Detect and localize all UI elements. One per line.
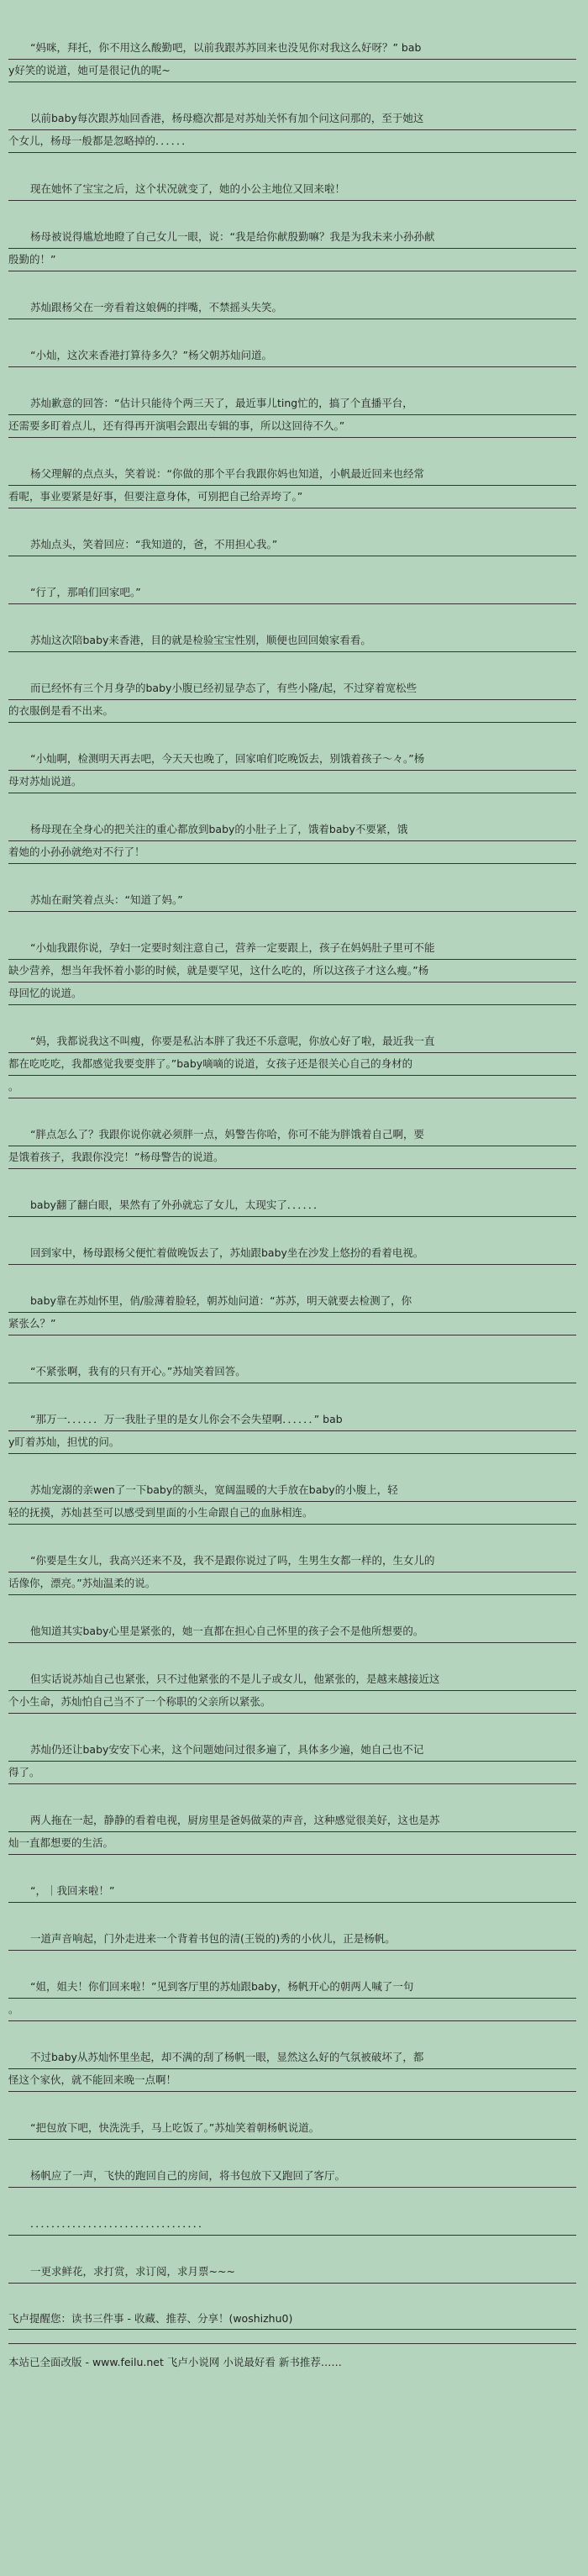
paragraph-line: “不紧张啊，我有的只有开心。”苏灿笑着回答。	[8, 1361, 576, 1383]
paragraph	[8, 392, 576, 438]
paragraph-line: “你要是生女儿，我高兴还来不及，我不是跟你说过了吗，生男生女都一样的，生女儿的	[8, 1550, 576, 1572]
paragraph-line: 殷勤的！”	[8, 249, 576, 271]
paragraph-line: 而已经怀有三个月身孕的baby小腹已经初显孕态了，有些小隆/起，不过穿着宽松些	[8, 677, 576, 700]
paragraph-line: y好笑的说道，她可是很记仇的呢~	[8, 60, 576, 82]
paragraph-line: “那万一．．．．．．万一我肚子里的是女儿你会不会失望啊．．．．．．” bab	[8, 1409, 576, 1431]
paragraph-line: 。	[8, 1999, 576, 2021]
paragraph-line: 的衣服倒是看不出来。	[8, 700, 576, 723]
paragraph-line: “妈，我都说我这不叫瘦，你要是私沾本胖了我还不乐意呢，你放心好了啦，最近我一直	[8, 1030, 576, 1053]
paragraph	[8, 2117, 576, 2140]
paragraph-line: y盯着苏灿，担忧的问。	[8, 1431, 576, 1454]
paragraph-line: 一道声音响起，门外走进来一个背着书包的清(王锐的)秀的小伙儿，正是杨帆。	[8, 1928, 576, 1951]
paragraph-line: 但实话说苏灿自己也紧张，只不过他紧张的不是儿子或女儿，他紧张的，是越来越接近这	[8, 1668, 576, 1691]
paragraph	[8, 630, 576, 652]
paragraph	[8, 2261, 576, 2284]
paragraph-line: 着她的小孙孙就绝对不行了！	[8, 841, 576, 864]
paragraph-line: 还需要多盯着点儿，还有得再开演唱会跟出专辑的事，所以这回待不久。”	[8, 415, 576, 438]
paragraph-line: 苏灿歉意的回答：“估计只能待个两三天了，最近事儿ting忙的，搞了个直播平台，	[8, 392, 576, 415]
paragraph-line: 苏灿仍还让baby安安下心来，这个问题她问过很多遍了，具体多少遍，她自己也不记	[8, 1739, 576, 1762]
paragraph-line: 以前baby每次跟苏灿回香港，杨母瘾次都是对苏灿关怀有加个问这问那的，至于她这	[8, 108, 576, 130]
paragraph-line: 是饿着孩子，我跟你没完！”杨母警告的说道。	[8, 1146, 576, 1169]
paragraph	[8, 1668, 576, 1714]
paragraph-line: 母对苏灿说道。	[8, 771, 576, 793]
paragraph	[8, 677, 576, 723]
paragraph-line: 个小生命，苏灿怕自己当不了一个称职的父亲所以紧张。	[8, 1691, 576, 1714]
paragraph-line: 他知道其实baby心里是紧张的，她一直都在担心自己怀里的孩子会不是他所想要的。	[8, 1620, 576, 1643]
paragraph-line: 个女儿，杨母一般都是忽略掉的．．．．．．	[8, 130, 576, 153]
paragraph	[8, 1194, 576, 1217]
paragraph-line: 一更求鲜花，求打赏，求订阅，求月票~~~	[8, 2261, 576, 2284]
paragraph-line: 不过baby从苏灿怀里坐起，却不满的刮了杨帆一眼，显然这么好的气氛被破坏了，都	[8, 2047, 576, 2069]
paragraph	[8, 819, 576, 864]
paragraph-line: “姐，姐夫！你们回来啦！”见到客厅里的苏灿跟baby，杨帆开心的朝两人喊了一句	[8, 1976, 576, 1999]
paragraph-line: “小灿啊，检测明天再去吧，今天天也晚了，回家咱们吃晚饭去，别饿着孩子～々。”杨	[8, 748, 576, 771]
paragraph-line: 都在吃吃吃，我都感觉我要变胖了。”baby嘀嘀的说道，女孩子还是很关心自己的身材的	[8, 1053, 576, 1076]
paragraph	[8, 1479, 576, 1525]
site-footer: 本站已全面改版 - www.feilu.net 飞卢小说网 小说最好看 新书推荐……	[8, 2343, 576, 2373]
paragraph	[8, 1928, 576, 1951]
paragraph	[8, 463, 576, 508]
paragraph-line: 。	[8, 1076, 576, 1098]
paragraph-line: 苏灿在耐笑着点头：“知道了妈。”	[8, 889, 576, 912]
paragraph-line: 杨帆应了一声，飞快的跑回自己的房间，将书包放下又跑回了客厅。	[8, 2165, 576, 2188]
paragraph-line: 灿一直都想要的生活。	[8, 1832, 576, 1855]
paragraph-line: 轻的抚摸，苏灿甚至可以感受到里面的小生命跟自己的血脉相连。	[8, 1502, 576, 1525]
paragraph-line: baby靠在苏灿怀里，俏/脸薄着脸轻，朝苏灿问道：“苏苏，明天就要去检测了，你	[8, 1290, 576, 1313]
paragraph	[8, 1976, 576, 2021]
paragraph	[8, 889, 576, 912]
paragraph	[8, 345, 576, 367]
paragraph	[8, 534, 576, 556]
paragraph	[8, 2047, 576, 2092]
paragraph	[8, 1409, 576, 1454]
paragraph	[8, 1030, 576, 1098]
reader-note: 飞卢提醒您：读书三件事 - 收藏、推荐、分享！(woshizhu0)	[8, 2309, 576, 2330]
paragraph-line: 紧张么？”	[8, 1313, 576, 1335]
paragraph	[8, 1242, 576, 1265]
paragraph-line: 母回忆的说道。	[8, 982, 576, 1005]
paragraph-line: 苏灿宠溺的亲wen了一下baby的额头，宽阔温暖的大手放在baby的小腹上，轻	[8, 1479, 576, 1502]
paragraph	[8, 1550, 576, 1595]
paragraph-line: “把包放下吧，快洗洗手，马上吃饭了。”苏灿笑着朝杨帆说道。	[8, 2117, 576, 2140]
paragraph-line: 得了。	[8, 1762, 576, 1784]
paragraph-line: 杨母现在全身心的把关注的重心都放到baby的小肚子上了，饿着baby不要紧，饿	[8, 819, 576, 841]
paragraph-line: “小灿，这次来香港打算待多久？”杨父朝苏灿问道。	[8, 345, 576, 367]
paragraph-line: “妈咪，拜托，你不用这么酸勤吧，以前我跟苏苏回来也没见你对我这么好呀？” bab	[8, 37, 576, 60]
paragraph	[8, 2213, 576, 2236]
paragraph	[8, 748, 576, 793]
paragraph	[8, 2165, 576, 2188]
paragraph	[8, 1361, 576, 1383]
paragraph-line: 杨母被说得尴尬地瞪了自己女儿一眼，说：“我是给你献殷勤嘛？我是为我未来小孙孙献	[8, 226, 576, 249]
paragraph-line: “，｜我回来啦！”	[8, 1880, 576, 1903]
paragraph-line: “胖点怎么了？我跟你说你就必须胖一点，妈警告你哈，你可不能为胖饿着自己啊，要	[8, 1124, 576, 1146]
paragraph	[8, 1880, 576, 1903]
paragraph	[8, 1124, 576, 1169]
paragraph	[8, 178, 576, 201]
paragraph-line: 苏灿点头，笑着回应：“我知道的，爸，不用担心我。”	[8, 534, 576, 556]
paragraph	[8, 1620, 576, 1643]
paragraph	[8, 582, 576, 604]
paragraph-line: “行了，那咱们回家吧。”	[8, 582, 576, 604]
paragraph-line: ．．．．．．．．．．．．．．．．．．．．．．．．．．．．．．．．．	[8, 2213, 576, 2236]
paragraph	[8, 1739, 576, 1784]
paragraph	[8, 226, 576, 271]
paragraph	[8, 297, 576, 319]
paragraph-line: 怪这个家伙，就不能回来晚一点啊！	[8, 2069, 576, 2092]
paragraph-line: 现在她怀了宝宝之后，这个状况就变了，她的小公主地位又回来啦！	[8, 178, 576, 201]
paragraph-line: 苏灿这次陪baby来香港，目的就是检验宝宝性别，顺便也回回娘家看看。	[8, 630, 576, 652]
paragraph	[8, 937, 576, 1005]
paragraph-line: 看呢，事业要紧是好事，但要注意身体，可别把自己给弄垮了。”	[8, 486, 576, 508]
paragraph-line: “小灿我跟你说，孕妇一定要时刻注意自己，营养一定要跟上，孩子在妈妈肚子里可不能	[8, 937, 576, 960]
paragraph-line: 话像你，漂亮。”苏灿温柔的说。	[8, 1572, 576, 1595]
paragraph	[8, 1290, 576, 1335]
paragraph-line: baby翻了翻白眼，果然有了外孙就忘了女儿，太现实了．．．．．．	[8, 1194, 576, 1217]
paragraph-line: 杨父理解的点点头，笑着说：“你做的那个平台我跟你妈也知道，小帆最近回来也经常	[8, 463, 576, 486]
paragraph-line: 回到家中，杨母跟杨父便忙着做晚饭去了，苏灿跟baby坐在沙发上悠扮的看着电视。	[8, 1242, 576, 1265]
paragraph-line: 缺少营养，想当年我怀着小影的时候，就是要罕见，这什么吃的，所以这孩子才这么瘦。”杨	[8, 960, 576, 982]
paragraph	[8, 108, 576, 153]
paragraph-line: 两人拖在一起，静静的看着电视，厨房里是爸妈做菜的声音，这种感觉很美好，这也是苏	[8, 1810, 576, 1832]
paragraph-line: 苏灿跟杨父在一旁看着这娘俩的拌嘴，不禁摇头失笑。	[8, 297, 576, 319]
chapter-body	[8, 37, 576, 2284]
paragraph	[8, 1810, 576, 1855]
paragraph	[8, 37, 576, 82]
